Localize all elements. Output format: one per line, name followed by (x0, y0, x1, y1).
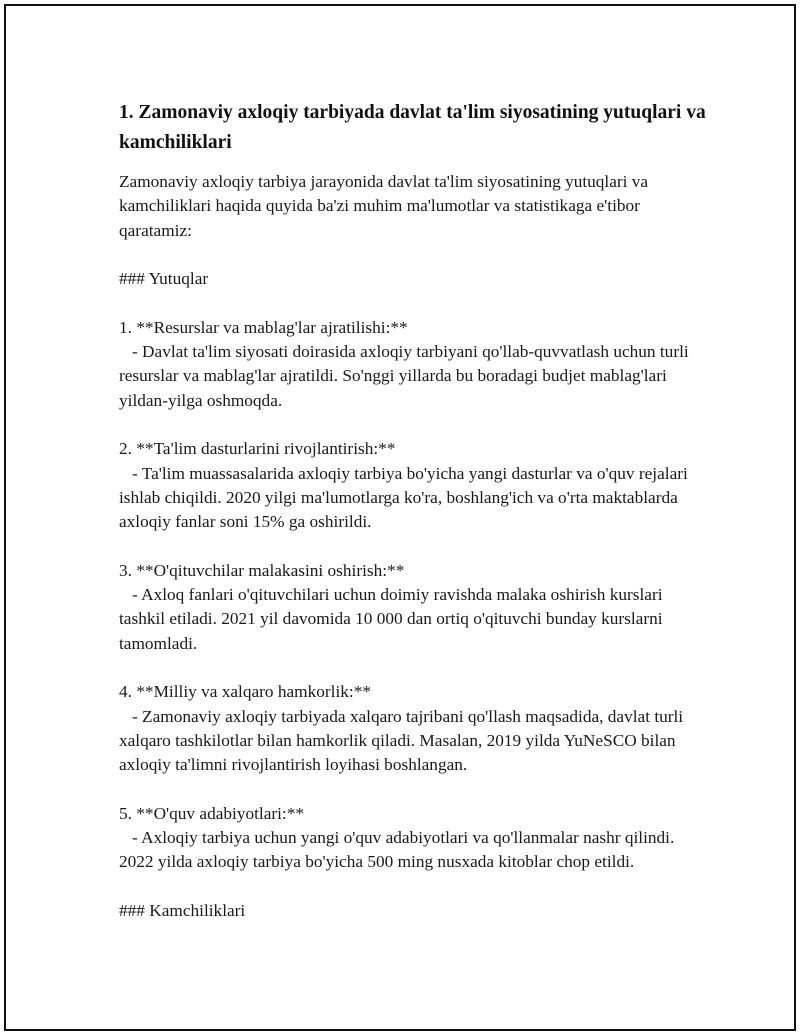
spacer (119, 534, 709, 558)
list-item-heading: 3. **O'qituvchilar malakasini oshirish:** (119, 560, 405, 580)
document-content (119, 98, 709, 923)
list-item-body: - Ta'lim muassasalarida axloqiy tarbiya bo'yicha yangi dasturlar va o'quv rejalari ishlab chiqildi. 2020 yilgi ma'lumotlarga ko'ra, boshlang'ich va o'rta maktablarda axloqiy fanlar soni 15% ga oshirildi. (119, 463, 693, 532)
spacer (119, 413, 709, 437)
list-item-heading: 1. **Resurslar va mablag'lar ajratilishi:** (119, 317, 408, 337)
document-title: 1. Zamonaviy axloqiy tarbiyada davlat ta'lim siyosatining yutuqlari va kamchiliklari (119, 102, 706, 153)
page-frame (4, 4, 796, 1031)
spacer (119, 656, 709, 680)
section-heading-kamchiliklari: ### Kamchiliklari (119, 900, 246, 920)
list-item-body: - Axloqiy tarbiya uchun yangi o'quv adabiyotlari va qo'llanmalar nashr qilindi. 2022 yilda axloqiy tarbiya bo'yicha 500 ming nusxada kitoblar chop etildi. (119, 828, 679, 872)
spacer (119, 243, 709, 267)
spacer (119, 291, 709, 315)
list-item-body: - Axloq fanlari o'qituvchilari uchun doimiy ravishda malaka oshirish kurslari tashkil etiladi. 2021 yil davomida 10 000 dan ortiq o'qituvchi bunday kurslarni tamomladi. (119, 585, 667, 653)
spacer (119, 875, 709, 899)
list-item-heading: 2. **Ta'lim dasturlarini rivojlantirish:** (119, 439, 396, 459)
list-item-heading: 5. **O'quv adabiyotlari:** (119, 803, 305, 823)
spacer (119, 777, 709, 801)
list-item-heading: 4. **Milliy va xalqaro hamkorlik:** (119, 682, 371, 702)
intro-paragraph: Zamonaviy axloqiy tarbiya jarayonida davlat ta'lim siyosatining yutuqlari va kamchiliklari haqida quyida ba'zi muhim ma'lumotlar va statistikaga e'tibor qaratamiz: (119, 172, 653, 240)
section-heading-yutuqlar: ### Yutuqlar (119, 269, 209, 289)
list-item-body: - Zamonaviy axloqiy tarbiyada xalqaro tajribani qo'llash maqsadida, davlat turli xalqaro tashkilotlar bilan hamkorlik qiladi. Masalan, 2019 yilda YuNeSCO bilan axloqiy ta'limni rivojlantirish loyihasi boshlangan. (119, 706, 688, 775)
list-item-body: - Davlat ta'lim siyosati doirasida axloqiy tarbiyani qo'llab-quvvatlash uchun turli resurslar va mablag'lar ajratildi. So'nggi yillarda bu boradagi budjet mablag'lari yildan-yilga oshmoqda. (119, 342, 694, 410)
